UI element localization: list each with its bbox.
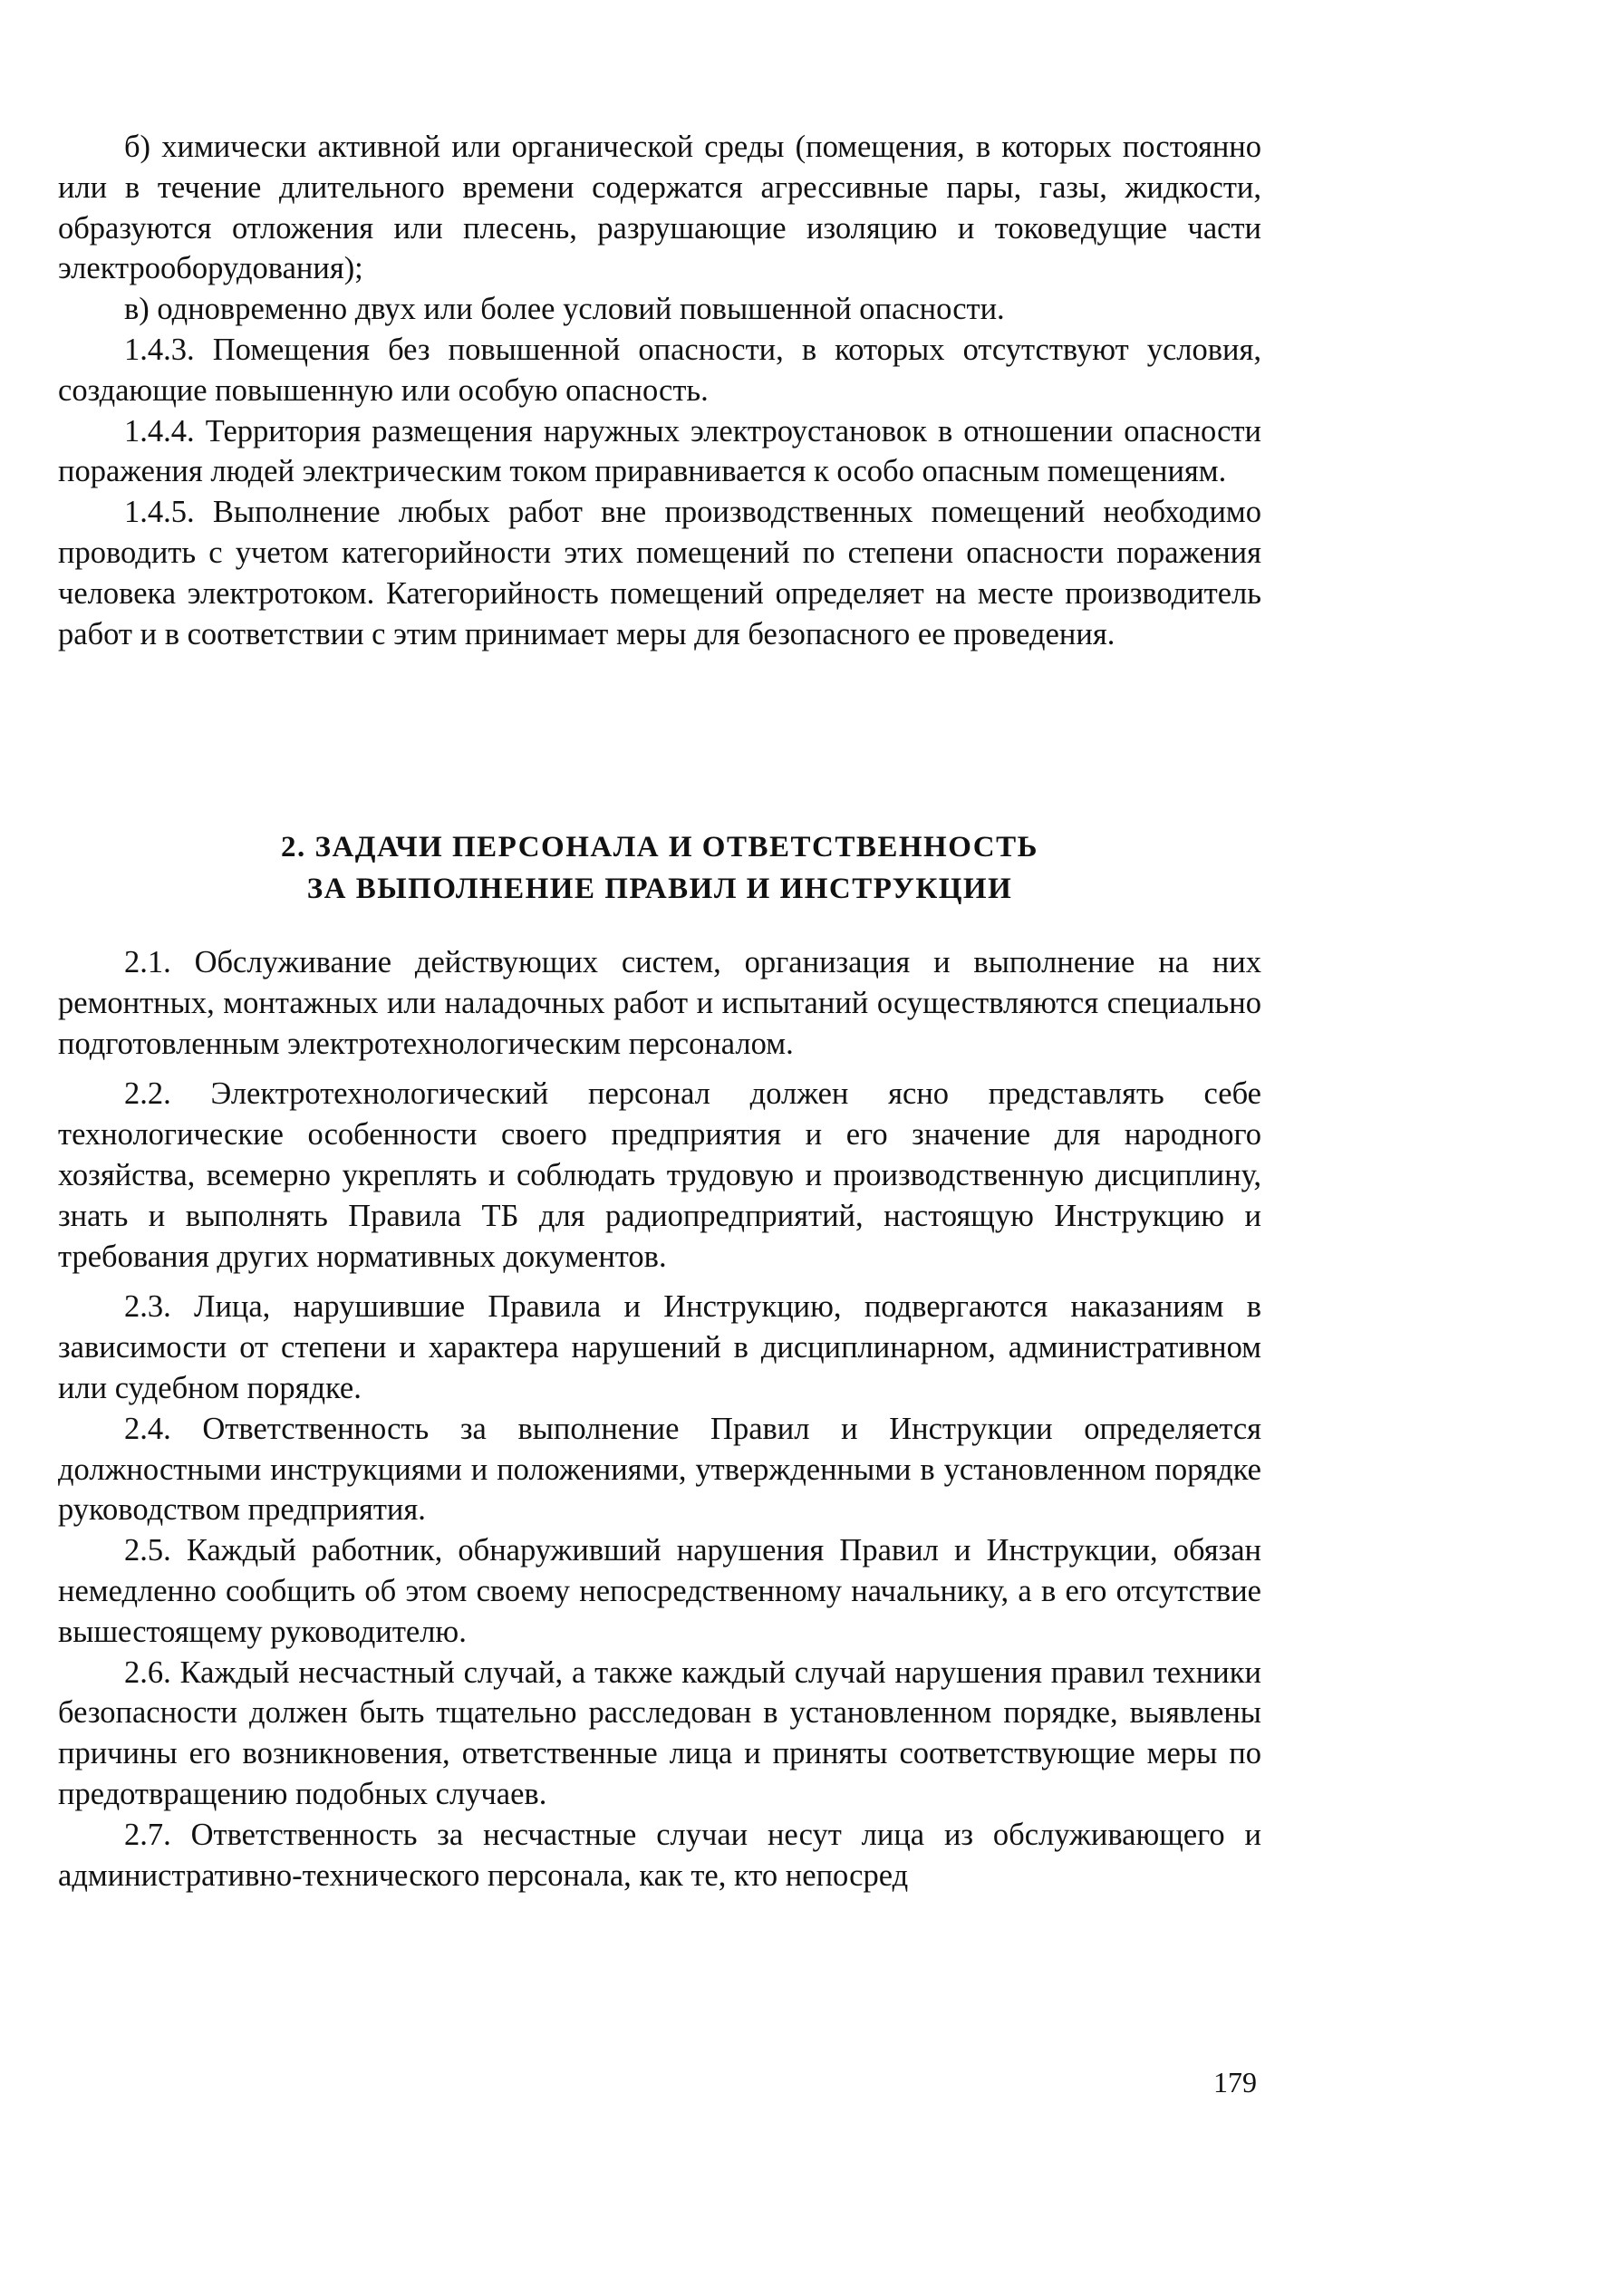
paragraph-1-4-4: 1.4.4. Территория размещения наружных электроустановок в отношении опасности поражения людей электрическим током приравнивается к особо опасным помещениям. (58, 413, 1261, 489)
paragraph-1-4-5: 1.4.5. Выполнение любых работ вне производственных помещений необходимо проводить с учетом категорийности этих помещений по степени опасности поражения человека электротоком. Категорийность помещений определяет на месте производитель работ и в соответствии с этим принимает меры для безопасного ее проведения. (58, 495, 1261, 651)
document-top-block (58, 127, 1261, 654)
paragraph-2-3: 2.3. Лица, нарушившие Правила и Инструкцию, подвергаются наказаниям в зависимости от степени и характера нарушений в дисциплинарном, административном или судебном порядке. (58, 1289, 1261, 1405)
section-body (58, 942, 1261, 1896)
paragraph-2-1: 2.1. Обслуживание действующих систем, организация и выполнение на них ремонтных, монтажных или наладочных работ и испытаний осуществляются специально подготовленным электротехнологическим персоналом. (58, 945, 1261, 1061)
paragraph-2-5: 2.5. Каждый работник, обнаруживший нарушения Правил и Инструкции, обязан немедленно сообщить об этом своему непосредственному начальнику, а в его отсутствие вышестоящему руководителю. (58, 1533, 1261, 1649)
paragraph-2-2: 2.2. Электротехнологический персонал должен ясно представлять себе технологические особенности своего предприятия и его значение для народного хозяйства, всемерно укреплять и соблюдать трудовую и производственную дисциплину, знать и выполнять Правила ТБ для радиопредприятий, настоящую Инструкцию и требования других нормативных документов. (58, 1076, 1261, 1274)
paragraph-b: б) химически активной или органической среды (помещения, в которых постоянно или в течение длительного времени содержатся агрессивные пары, газы, жидкости, образуются отложения или плесень, разрушающие изоляцию и токоведущие части электрооборудования); (58, 130, 1261, 286)
page-number: 179 (1213, 2066, 1257, 2098)
paragraph-2-6: 2.6. Каждый несчастный случай, а также каждый случай нарушения правил техники безопасности должен быть тщательно расследован в установленном порядке, выявлены причины его возникновения, ответственные лица и приняты соответствующие меры по предотвращению подобных случаев. (58, 1654, 1261, 1811)
paragraph-1-4-3: 1.4.3. Помещения без повышенной опасности, в которых отсутствуют условия, создающие повышенную или особую опасность. (58, 332, 1261, 408)
section-heading-line-1: 2. ЗАДАЧИ ПЕРСОНАЛА И ОТВЕТСТВЕННОСТЬ (281, 831, 1038, 863)
paragraph-v: в) одновременно двух или более условий повышенной опасности. (124, 292, 1005, 327)
section-heading (58, 826, 1261, 910)
paragraph-2-7: 2.7. Ответственность за несчастные случаи несут лица из обслуживающего и административно-технического персонала, как те, кто непосред (58, 1817, 1261, 1893)
section-heading-line-2: ЗА ВЫПОЛНЕНИЕ ПРАВИЛ И ИНСТРУКЦИИ (306, 873, 1013, 905)
paragraph-2-4: 2.4. Ответственность за выполнение Правил и Инструкции определяется должностными инструкциями и положениями, утвержденными в установленном порядке руководством предприятия. (58, 1411, 1261, 1528)
